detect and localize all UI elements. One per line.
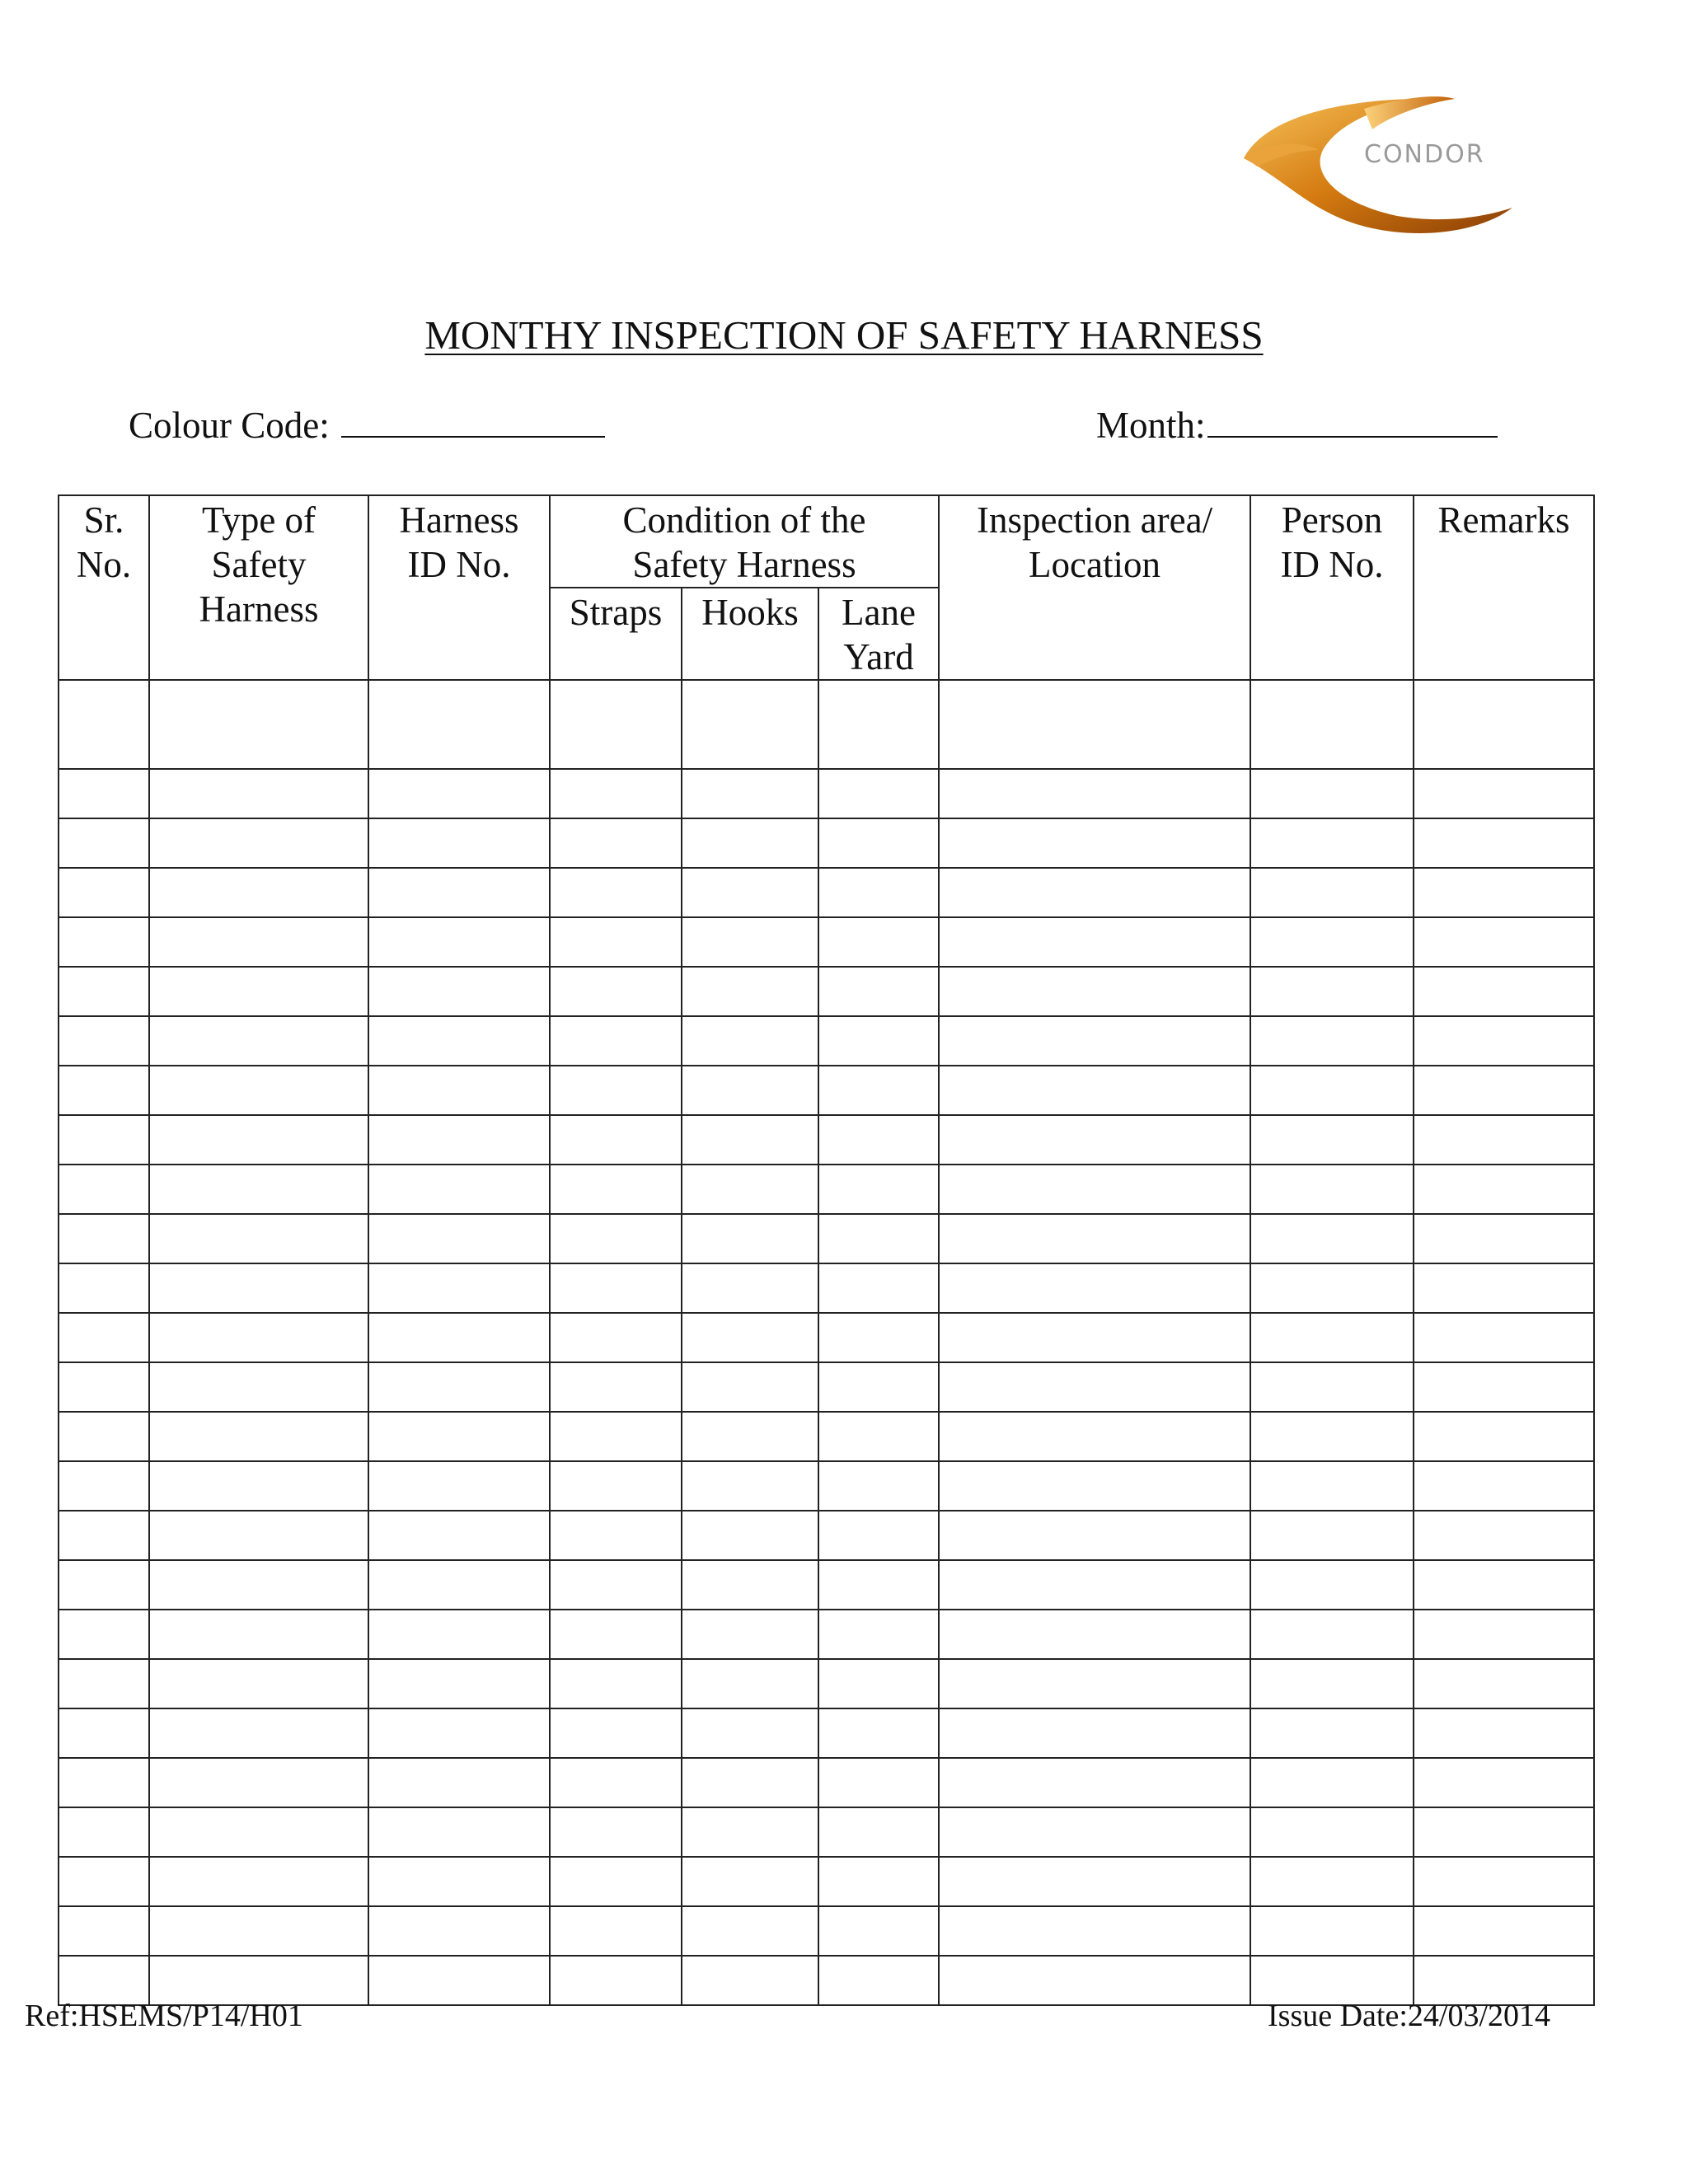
cell-sr-no[interactable] xyxy=(59,1362,149,1412)
colour-code-blank[interactable] xyxy=(341,411,605,438)
cell-sr-no[interactable] xyxy=(59,1115,149,1165)
cell-sr-no[interactable] xyxy=(59,868,149,917)
cell-remarks[interactable] xyxy=(1414,1857,1594,1906)
cell-hooks[interactable] xyxy=(682,1016,818,1066)
header-remarks: Remarks xyxy=(1414,495,1594,680)
cell-harness-id[interactable] xyxy=(368,1610,550,1659)
cell-person-id[interactable] xyxy=(1250,1214,1414,1263)
table-row xyxy=(59,1362,1594,1412)
table-row xyxy=(59,917,1594,967)
cell-harness-id[interactable] xyxy=(368,1362,550,1412)
cell-hooks[interactable] xyxy=(682,1115,818,1165)
cell-sr-no[interactable] xyxy=(59,1807,149,1857)
month-blank[interactable] xyxy=(1207,411,1498,438)
cell-harness-id[interactable] xyxy=(368,1956,550,2005)
cell-inspection-area[interactable] xyxy=(939,1214,1250,1263)
cell-harness-id[interactable] xyxy=(368,1857,550,1906)
cell-sr-no[interactable] xyxy=(59,1906,149,1956)
cell-straps[interactable] xyxy=(550,680,682,769)
header-straps: Straps xyxy=(550,588,682,680)
cell-type[interactable] xyxy=(149,917,368,967)
cell-lane-yard[interactable] xyxy=(818,1807,939,1857)
cell-remarks[interactable] xyxy=(1414,1610,1594,1659)
cell-straps[interactable] xyxy=(550,917,682,967)
cell-lane-yard[interactable] xyxy=(818,1016,939,1066)
cell-sr-no[interactable] xyxy=(59,1708,149,1758)
cell-inspection-area[interactable] xyxy=(939,1659,1250,1708)
cell-type[interactable] xyxy=(149,1066,368,1115)
cell-hooks[interactable] xyxy=(682,1412,818,1461)
cell-type[interactable] xyxy=(149,1263,368,1313)
cell-straps[interactable] xyxy=(550,1857,682,1906)
cell-person-id[interactable] xyxy=(1250,1560,1414,1610)
cell-inspection-area[interactable] xyxy=(939,769,1250,818)
cell-remarks[interactable] xyxy=(1414,1263,1594,1313)
table-row xyxy=(59,967,1594,1016)
cell-lane-yard[interactable] xyxy=(818,1857,939,1906)
table-row xyxy=(59,680,1594,769)
cell-inspection-area[interactable] xyxy=(939,967,1250,1016)
cell-straps[interactable] xyxy=(550,1560,682,1610)
cell-hooks[interactable] xyxy=(682,1313,818,1362)
cell-remarks[interactable] xyxy=(1414,1906,1594,1956)
cell-sr-no[interactable] xyxy=(59,917,149,967)
header-harness-id-no: Harness ID No. xyxy=(368,495,550,680)
cell-hooks[interactable] xyxy=(682,1857,818,1906)
cell-remarks[interactable] xyxy=(1414,1016,1594,1066)
cell-lane-yard[interactable] xyxy=(818,818,939,868)
cell-type[interactable] xyxy=(149,1362,368,1412)
cell-harness-id[interactable] xyxy=(368,818,550,868)
cell-harness-id[interactable] xyxy=(368,769,550,818)
cell-type[interactable] xyxy=(149,1906,368,1956)
cell-sr-no[interactable] xyxy=(59,967,149,1016)
cell-hooks[interactable] xyxy=(682,1066,818,1115)
cell-straps[interactable] xyxy=(550,1066,682,1115)
cell-type[interactable] xyxy=(149,1659,368,1708)
cell-hooks[interactable] xyxy=(682,967,818,1016)
cell-straps[interactable] xyxy=(550,1956,682,2005)
table-row xyxy=(59,1807,1594,1857)
cell-type[interactable] xyxy=(149,1560,368,1610)
form-title xyxy=(0,312,1688,359)
cell-inspection-area[interactable] xyxy=(939,1313,1250,1362)
cell-harness-id[interactable] xyxy=(368,1906,550,1956)
cell-type[interactable] xyxy=(149,680,368,769)
cell-lane-yard[interactable] xyxy=(818,1066,939,1115)
cell-remarks[interactable] xyxy=(1414,1362,1594,1412)
cell-remarks[interactable] xyxy=(1414,1214,1594,1263)
cell-person-id[interactable] xyxy=(1250,1906,1414,1956)
cell-sr-no[interactable] xyxy=(59,1066,149,1115)
table-row xyxy=(59,1313,1594,1362)
cell-sr-no[interactable] xyxy=(59,1016,149,1066)
cell-lane-yard[interactable] xyxy=(818,1313,939,1362)
header-lane-yard: Lane Yard xyxy=(818,588,939,680)
cell-remarks[interactable] xyxy=(1414,917,1594,967)
cell-harness-id[interactable] xyxy=(368,1807,550,1857)
header-inspection-area: Inspection area/ Location xyxy=(939,495,1250,680)
cell-inspection-area[interactable] xyxy=(939,680,1250,769)
table-row xyxy=(59,1412,1594,1461)
cell-inspection-area[interactable] xyxy=(939,917,1250,967)
cell-inspection-area[interactable] xyxy=(939,1906,1250,1956)
cell-hooks[interactable] xyxy=(682,769,818,818)
cell-person-id[interactable] xyxy=(1250,1066,1414,1115)
cell-person-id[interactable] xyxy=(1250,1758,1414,1807)
cell-sr-no[interactable] xyxy=(59,1263,149,1313)
cell-sr-no[interactable] xyxy=(59,1758,149,1807)
cell-type[interactable] xyxy=(149,818,368,868)
cell-lane-yard[interactable] xyxy=(818,917,939,967)
table-row xyxy=(59,1214,1594,1263)
cell-straps[interactable] xyxy=(550,1362,682,1412)
cell-inspection-area[interactable] xyxy=(939,1758,1250,1807)
cell-lane-yard[interactable] xyxy=(818,1214,939,1263)
table-row xyxy=(59,1708,1594,1758)
cell-hooks[interactable] xyxy=(682,1659,818,1708)
cell-straps[interactable] xyxy=(550,1214,682,1263)
cell-straps[interactable] xyxy=(550,1708,682,1758)
cell-person-id[interactable] xyxy=(1250,1016,1414,1066)
month-field xyxy=(1096,404,1498,447)
cell-hooks[interactable] xyxy=(682,1906,818,1956)
cell-inspection-area[interactable] xyxy=(939,1362,1250,1412)
cell-remarks[interactable] xyxy=(1414,1165,1594,1214)
cell-inspection-area[interactable] xyxy=(939,1165,1250,1214)
cell-remarks[interactable] xyxy=(1414,1708,1594,1758)
cell-remarks[interactable] xyxy=(1414,1066,1594,1115)
cell-person-id[interactable] xyxy=(1250,1362,1414,1412)
cell-lane-yard[interactable] xyxy=(818,769,939,818)
cell-straps[interactable] xyxy=(550,1906,682,1956)
condor-logo xyxy=(1240,92,1537,237)
cell-hooks[interactable] xyxy=(682,680,818,769)
cell-sr-no[interactable] xyxy=(59,1511,149,1560)
cell-remarks[interactable] xyxy=(1414,868,1594,917)
cell-straps[interactable] xyxy=(550,1659,682,1708)
cell-harness-id[interactable] xyxy=(368,1412,550,1461)
cell-harness-id[interactable] xyxy=(368,1560,550,1610)
cell-inspection-area[interactable] xyxy=(939,1511,1250,1560)
cell-harness-id[interactable] xyxy=(368,1016,550,1066)
inspection-table-body xyxy=(59,680,1594,2005)
cell-person-id[interactable] xyxy=(1250,1263,1414,1313)
cell-hooks[interactable] xyxy=(682,1461,818,1511)
cell-lane-yard[interactable] xyxy=(818,1758,939,1807)
cell-type[interactable] xyxy=(149,1708,368,1758)
cell-inspection-area[interactable] xyxy=(939,818,1250,868)
cell-inspection-area[interactable] xyxy=(939,1708,1250,1758)
cell-harness-id[interactable] xyxy=(368,1165,550,1214)
cell-inspection-area[interactable] xyxy=(939,1115,1250,1165)
cell-type[interactable] xyxy=(149,1758,368,1807)
cell-harness-id[interactable] xyxy=(368,1511,550,1560)
cell-straps[interactable] xyxy=(550,1165,682,1214)
cell-harness-id[interactable] xyxy=(368,868,550,917)
issue-date: Issue Date:24/03/2014 xyxy=(1268,1999,1551,2033)
cell-lane-yard[interactable] xyxy=(818,1263,939,1313)
cell-person-id[interactable] xyxy=(1250,868,1414,917)
cell-hooks[interactable] xyxy=(682,1362,818,1412)
cell-straps[interactable] xyxy=(550,1412,682,1461)
cell-type[interactable] xyxy=(149,1807,368,1857)
cell-harness-id[interactable] xyxy=(368,1313,550,1362)
cell-lane-yard[interactable] xyxy=(818,1511,939,1560)
cell-hooks[interactable] xyxy=(682,1511,818,1560)
cell-person-id[interactable] xyxy=(1250,1610,1414,1659)
cell-sr-no[interactable] xyxy=(59,1857,149,1906)
logo-text: CONDOR xyxy=(1364,140,1485,169)
cell-lane-yard[interactable] xyxy=(818,868,939,917)
cell-lane-yard[interactable] xyxy=(818,1165,939,1214)
cell-person-id[interactable] xyxy=(1250,1115,1414,1165)
cell-hooks[interactable] xyxy=(682,1758,818,1807)
cell-person-id[interactable] xyxy=(1250,1461,1414,1511)
cell-inspection-area[interactable] xyxy=(939,1610,1250,1659)
cell-inspection-area[interactable] xyxy=(939,1412,1250,1461)
cell-hooks[interactable] xyxy=(682,818,818,868)
cell-hooks[interactable] xyxy=(682,1956,818,2005)
cell-lane-yard[interactable] xyxy=(818,1906,939,1956)
cell-person-id[interactable] xyxy=(1250,1857,1414,1906)
cell-straps[interactable] xyxy=(550,1115,682,1165)
cell-sr-no[interactable] xyxy=(59,1412,149,1461)
cell-type[interactable] xyxy=(149,1461,368,1511)
cell-lane-yard[interactable] xyxy=(818,1708,939,1758)
cell-remarks[interactable] xyxy=(1414,769,1594,818)
cell-inspection-area[interactable] xyxy=(939,1461,1250,1511)
cell-straps[interactable] xyxy=(550,1016,682,1066)
cell-person-id[interactable] xyxy=(1250,1807,1414,1857)
cell-person-id[interactable] xyxy=(1250,917,1414,967)
cell-sr-no[interactable] xyxy=(59,1659,149,1708)
cell-remarks[interactable] xyxy=(1414,1758,1594,1807)
cell-type[interactable] xyxy=(149,1412,368,1461)
cell-remarks[interactable] xyxy=(1414,1659,1594,1708)
cell-inspection-area[interactable] xyxy=(939,1956,1250,2005)
table-row xyxy=(59,1016,1594,1066)
cell-inspection-area[interactable] xyxy=(939,1066,1250,1115)
month-label: Month: xyxy=(1096,405,1206,446)
table-row xyxy=(59,1758,1594,1807)
cell-type[interactable] xyxy=(149,1165,368,1214)
cell-type[interactable] xyxy=(149,769,368,818)
cell-sr-no[interactable] xyxy=(59,1214,149,1263)
colour-code-label: Colour Code: xyxy=(129,405,330,446)
cell-sr-no[interactable] xyxy=(59,1165,149,1214)
cell-sr-no[interactable] xyxy=(59,1610,149,1659)
cell-person-id[interactable] xyxy=(1250,818,1414,868)
table-row xyxy=(59,1066,1594,1115)
colour-code-field xyxy=(129,404,605,447)
cell-lane-yard[interactable] xyxy=(818,1956,939,2005)
cell-lane-yard[interactable] xyxy=(818,1461,939,1511)
header-person-id-no: Person ID No. xyxy=(1250,495,1414,680)
cell-inspection-area[interactable] xyxy=(939,1857,1250,1906)
cell-hooks[interactable] xyxy=(682,1263,818,1313)
cell-sr-no[interactable] xyxy=(59,818,149,868)
cell-straps[interactable] xyxy=(550,1313,682,1362)
cell-remarks[interactable] xyxy=(1414,818,1594,868)
cell-hooks[interactable] xyxy=(682,1560,818,1610)
cell-hooks[interactable] xyxy=(682,1165,818,1214)
cell-lane-yard[interactable] xyxy=(818,1560,939,1610)
table-row xyxy=(59,1263,1594,1313)
cell-inspection-area[interactable] xyxy=(939,1560,1250,1610)
reference-code: Ref:HSEMS/P14/H01 xyxy=(25,1999,303,2033)
cell-type[interactable] xyxy=(149,868,368,917)
cell-sr-no[interactable] xyxy=(59,1313,149,1362)
form-title-text: MONTHY INSPECTION OF SAFETY HARNESS xyxy=(424,312,1264,358)
cell-lane-yard[interactable] xyxy=(818,1610,939,1659)
cell-straps[interactable] xyxy=(550,868,682,917)
cell-type[interactable] xyxy=(149,1214,368,1263)
cell-remarks[interactable] xyxy=(1414,1115,1594,1165)
cell-person-id[interactable] xyxy=(1250,680,1414,769)
cell-remarks[interactable] xyxy=(1414,1313,1594,1362)
table-row xyxy=(59,1659,1594,1708)
cell-harness-id[interactable] xyxy=(368,1758,550,1807)
cell-lane-yard[interactable] xyxy=(818,1659,939,1708)
cell-inspection-area[interactable] xyxy=(939,1016,1250,1066)
cell-type[interactable] xyxy=(149,1857,368,1906)
cell-remarks[interactable] xyxy=(1414,1511,1594,1560)
table-row xyxy=(59,1165,1594,1214)
cell-harness-id[interactable] xyxy=(368,967,550,1016)
cell-person-id[interactable] xyxy=(1250,1511,1414,1560)
cell-type[interactable] xyxy=(149,1313,368,1362)
cell-lane-yard[interactable] xyxy=(818,1362,939,1412)
cell-person-id[interactable] xyxy=(1250,769,1414,818)
cell-straps[interactable] xyxy=(550,1610,682,1659)
table-row xyxy=(59,769,1594,818)
cell-type[interactable] xyxy=(149,1511,368,1560)
cell-person-id[interactable] xyxy=(1250,1659,1414,1708)
cell-remarks[interactable] xyxy=(1414,1412,1594,1461)
cell-person-id[interactable] xyxy=(1250,1313,1414,1362)
table-row xyxy=(59,868,1594,917)
cell-straps[interactable] xyxy=(550,1511,682,1560)
cell-harness-id[interactable] xyxy=(368,1461,550,1511)
cell-harness-id[interactable] xyxy=(368,1263,550,1313)
cell-type[interactable] xyxy=(149,1016,368,1066)
table-row xyxy=(59,1906,1594,1956)
cell-harness-id[interactable] xyxy=(368,1066,550,1115)
cell-lane-yard[interactable] xyxy=(818,967,939,1016)
cell-harness-id[interactable] xyxy=(368,1659,550,1708)
cell-remarks[interactable] xyxy=(1414,1807,1594,1857)
cell-lane-yard[interactable] xyxy=(818,1412,939,1461)
cell-inspection-area[interactable] xyxy=(939,1807,1250,1857)
inspection-table xyxy=(58,494,1595,2006)
cell-straps[interactable] xyxy=(550,1461,682,1511)
cell-lane-yard[interactable] xyxy=(818,680,939,769)
cell-type[interactable] xyxy=(149,1115,368,1165)
cell-remarks[interactable] xyxy=(1414,1461,1594,1511)
cell-remarks[interactable] xyxy=(1414,967,1594,1016)
cell-person-id[interactable] xyxy=(1250,1708,1414,1758)
cell-harness-id[interactable] xyxy=(368,1115,550,1165)
cell-sr-no[interactable] xyxy=(59,680,149,769)
cell-harness-id[interactable] xyxy=(368,917,550,967)
cell-type[interactable] xyxy=(149,1610,368,1659)
cell-remarks[interactable] xyxy=(1414,1560,1594,1610)
cell-inspection-area[interactable] xyxy=(939,868,1250,917)
cell-harness-id[interactable] xyxy=(368,680,550,769)
cell-hooks[interactable] xyxy=(682,1807,818,1857)
cell-remarks[interactable] xyxy=(1414,680,1594,769)
cell-person-id[interactable] xyxy=(1250,967,1414,1016)
cell-lane-yard[interactable] xyxy=(818,1115,939,1165)
cell-hooks[interactable] xyxy=(682,868,818,917)
header-sr-no: Sr. No. xyxy=(59,495,149,680)
table-row xyxy=(59,1461,1594,1511)
table-row xyxy=(59,1115,1594,1165)
cell-inspection-area[interactable] xyxy=(939,1263,1250,1313)
cell-hooks[interactable] xyxy=(682,917,818,967)
table-row xyxy=(59,1511,1594,1560)
cell-straps[interactable] xyxy=(550,769,682,818)
cell-hooks[interactable] xyxy=(682,1708,818,1758)
table-row xyxy=(59,1560,1594,1610)
cell-harness-id[interactable] xyxy=(368,1708,550,1758)
cell-person-id[interactable] xyxy=(1250,1412,1414,1461)
cell-hooks[interactable] xyxy=(682,1214,818,1263)
header-type-of-safety-harness: Type of Safety Harness xyxy=(149,495,368,680)
cell-sr-no[interactable] xyxy=(59,769,149,818)
cell-straps[interactable] xyxy=(550,967,682,1016)
cell-straps[interactable] xyxy=(550,1263,682,1313)
cell-harness-id[interactable] xyxy=(368,1214,550,1263)
cell-type[interactable] xyxy=(149,967,368,1016)
cell-sr-no[interactable] xyxy=(59,1461,149,1511)
table-row xyxy=(59,818,1594,868)
table-row xyxy=(59,1857,1594,1906)
table-row xyxy=(59,1610,1594,1659)
header-hooks: Hooks xyxy=(682,588,818,680)
header-condition: Condition of the Safety Harness xyxy=(550,495,939,588)
cell-person-id[interactable] xyxy=(1250,1165,1414,1214)
cell-straps[interactable] xyxy=(550,1807,682,1857)
cell-straps[interactable] xyxy=(550,1758,682,1807)
cell-straps[interactable] xyxy=(550,818,682,868)
cell-hooks[interactable] xyxy=(682,1610,818,1659)
cell-sr-no[interactable] xyxy=(59,1560,149,1610)
